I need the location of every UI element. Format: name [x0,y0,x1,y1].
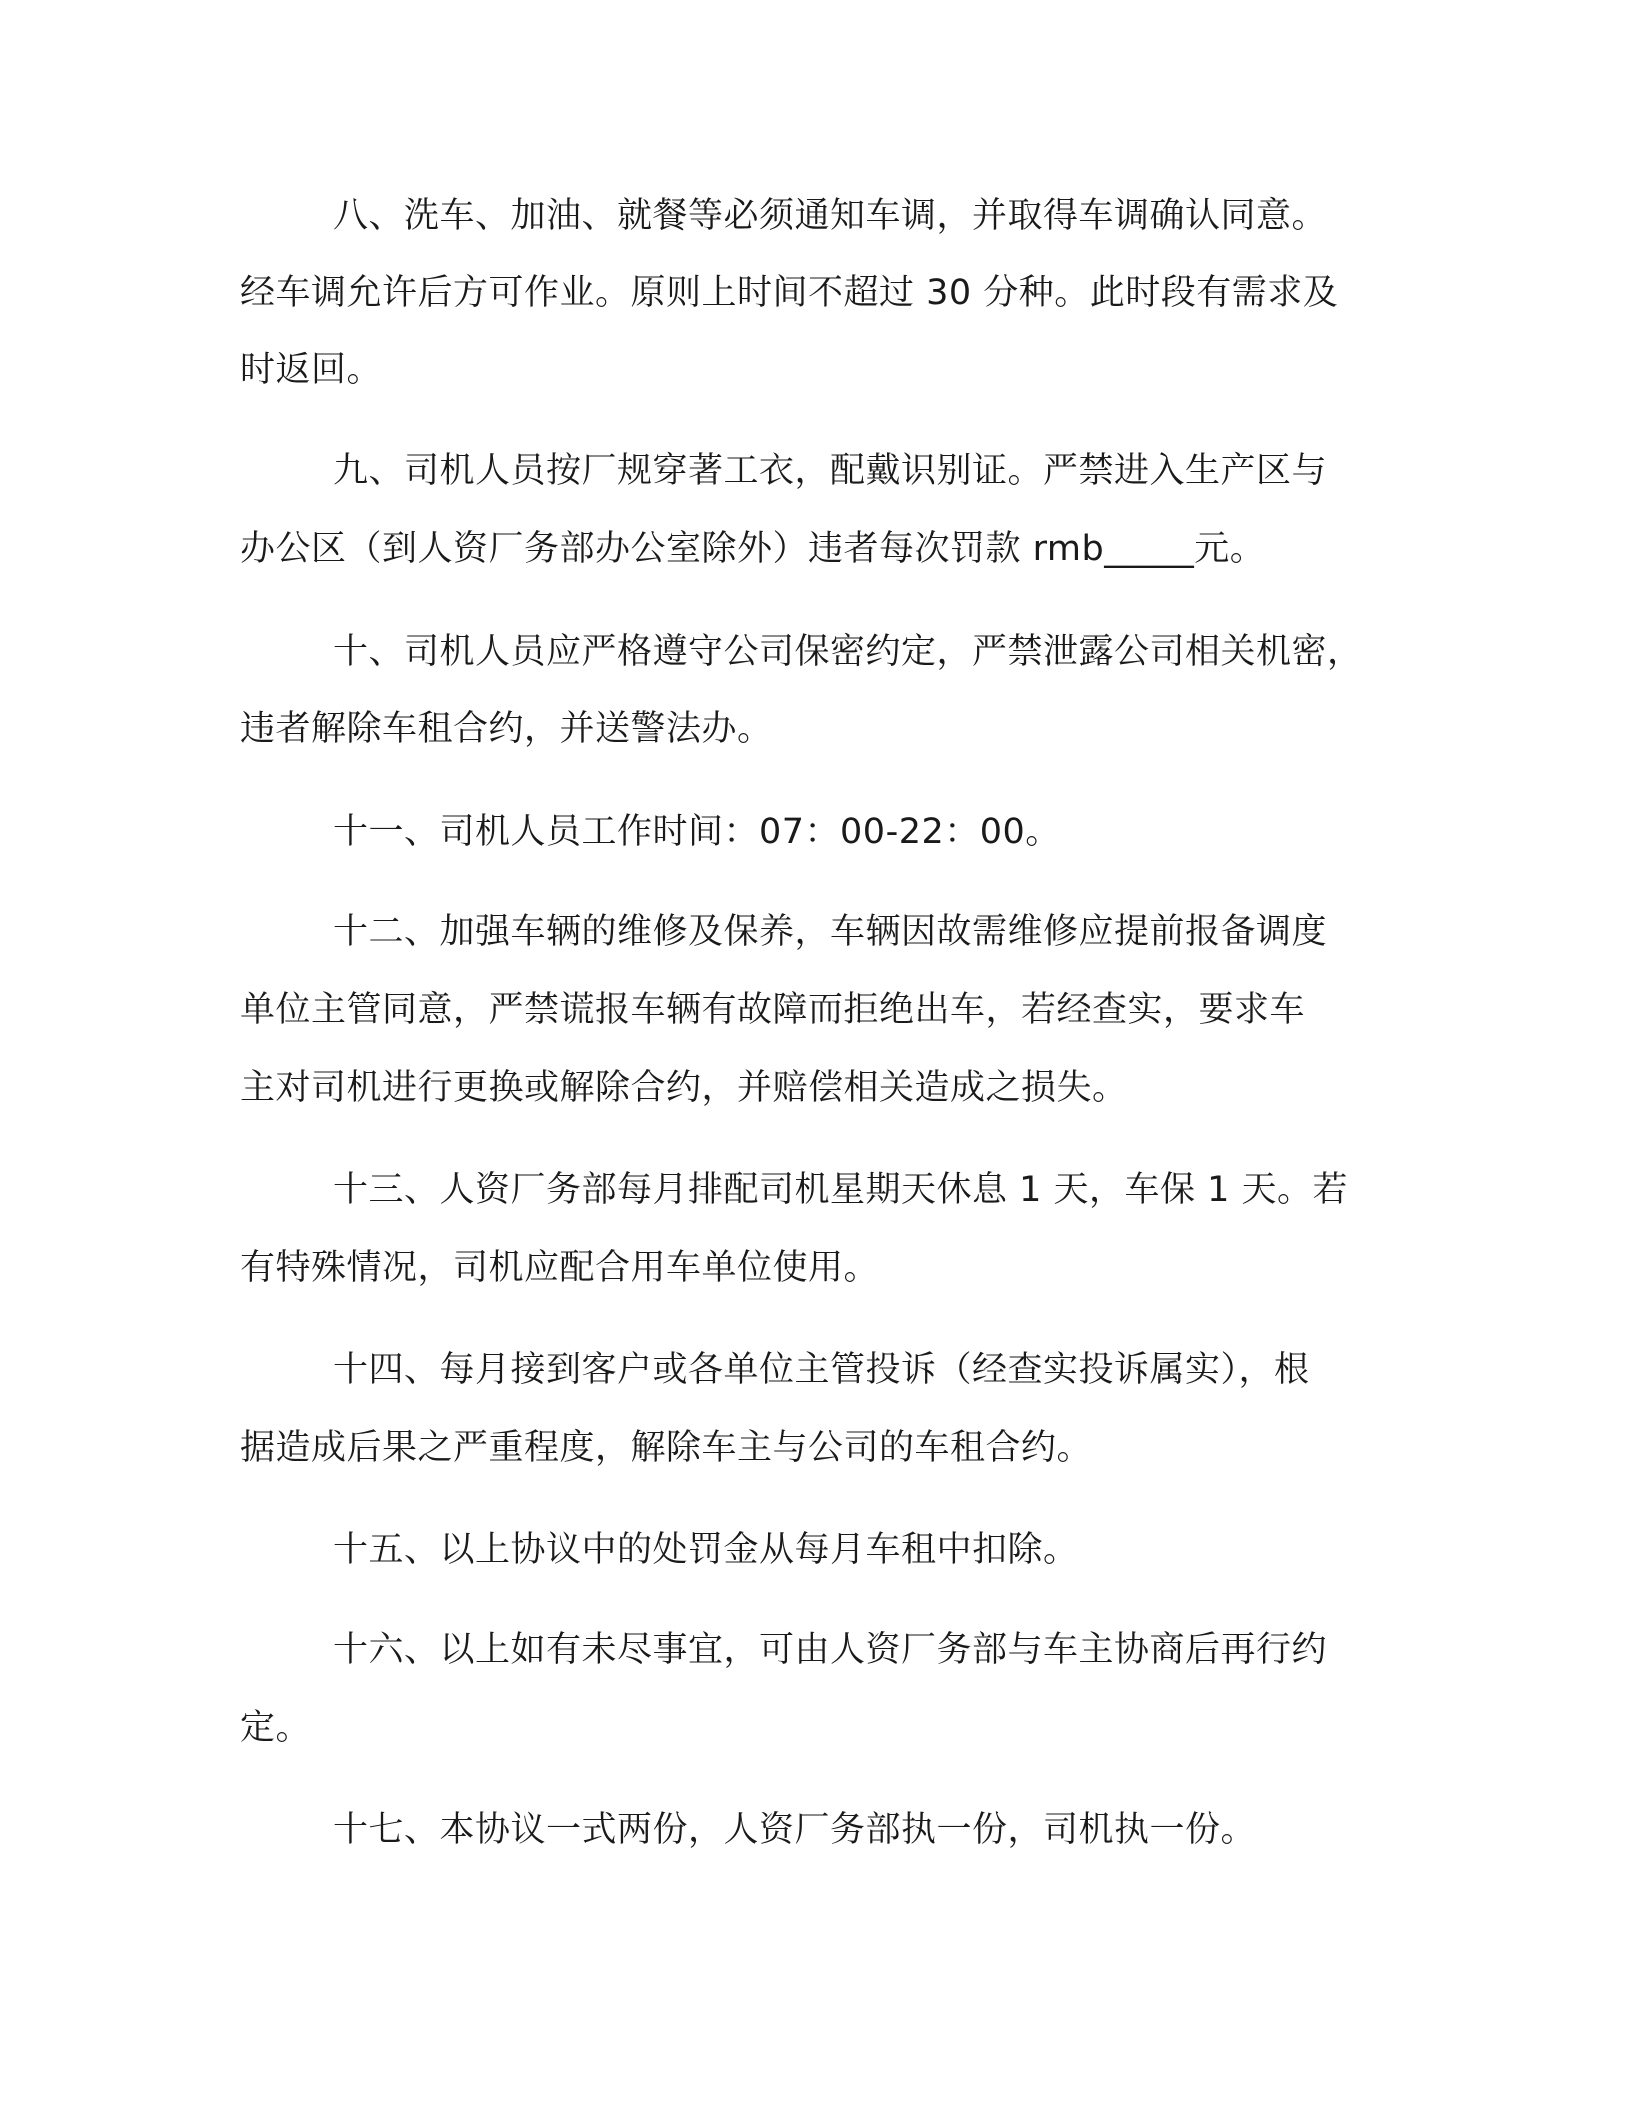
clause-15-line-1: 十五、以上协议中的处罚金从每月车租中扣除。 [333,1530,1079,1570]
clause-13-line-1: 十三、人资厂务部每月排配司机星期天休息 1 天，车保 1 天。若 [333,1170,1349,1210]
clause-8-line-2: 经车调允许后方可作业。原则上时间不超过 30 分种。此时段有需求及 [240,273,1339,313]
clause-17-line-1: 十七、本协议一式两份，人资厂务部执一份，司机执一份。 [333,1810,1257,1850]
clause-14-line-1: 十四、每月接到客户或各单位主管投诉（经查实投诉属实），根 [333,1350,1310,1390]
clause-13-line-2: 有特殊情况，司机应配合用车单位使用。 [240,1248,880,1288]
clause-16-line-1: 十六、以上如有未尽事宜，可由人资厂务部与车主协商后再行约 [333,1630,1328,1670]
clause-9-line-1: 九、司机人员按厂规穿著工衣，配戴识别证。严禁进入生产区与 [333,451,1328,491]
clause-16-line-2: 定。 [240,1708,312,1748]
clause-10-line-2: 违者解除车租合约，并送警法办。 [240,709,773,749]
clause-10-line-1: 十、司机人员应严格遵守公司保密约定，严禁泄露公司相关机密， [333,632,1363,672]
clause-11-line-1: 十一、司机人员工作时间：07：00-22：00。 [333,812,1061,852]
clause-12-line-2: 单位主管同意，严禁谎报车辆有故障而拒绝出车，若经查实，要求车 [240,990,1306,1030]
clause-12-line-1: 十二、加强车辆的维修及保养，车辆因故需维修应提前报备调度 [333,912,1328,952]
clause-8-line-3: 时返回。 [240,350,383,390]
clause-14-line-2: 据造成后果之严重程度，解除车主与公司的车租合约。 [240,1428,1093,1468]
clause-12-line-3: 主对司机进行更换或解除合约，并赔偿相关造成之损失。 [240,1068,1128,1108]
clause-8-line-1: 八、洗车、加油、就餐等必须通知车调，并取得车调确认同意。 [333,196,1328,236]
clause-9-line-2: 办公区（到人资厂务部办公室除外）违者每次罚款 rmb_____元。 [240,529,1266,569]
